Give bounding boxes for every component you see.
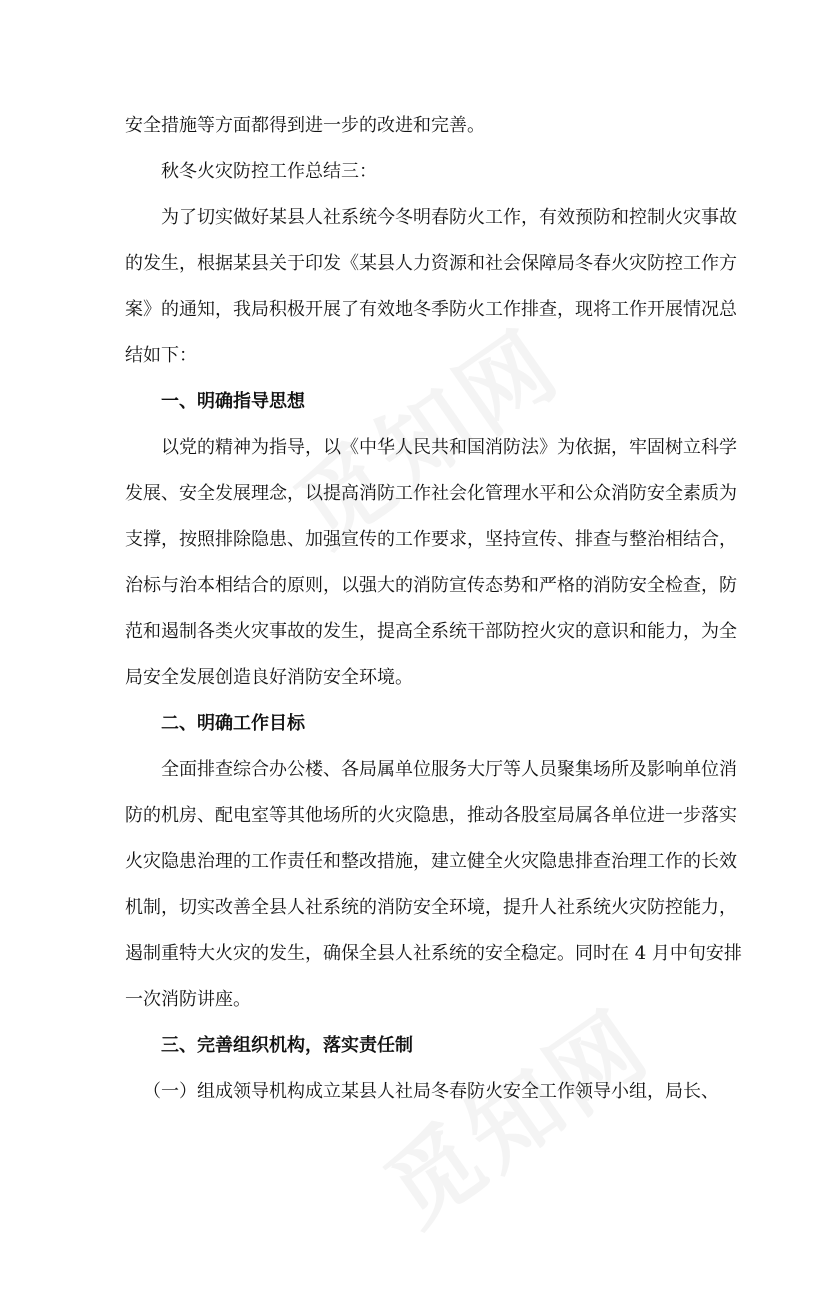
paragraph-line: 为了切实做好某县人社系统今冬明春防火工作，有效预防和控制火灾事故 bbox=[161, 207, 737, 228]
paragraph-line: 火灾隐患治理的工作责任和整改措施，建立健全火灾隐患排查治理工作的长效 bbox=[125, 851, 737, 872]
paragraph-line: 治标与治本相结合的原则，以强大的消防宣传态势和严格的消防安全检查，防 bbox=[125, 575, 737, 596]
paragraph-line: 机制，切实改善全县人社系统的消防安全环境，提升人社系统火灾防控能力， bbox=[125, 897, 737, 918]
heading: 一、明确指导思想 bbox=[161, 391, 305, 412]
paragraph-line: 支撑，按照排除隐患、加强宣传的工作要求，坚持宣传、排查与整治相结合， bbox=[125, 529, 737, 550]
paragraph-line: 全面排查综合办公楼、各局属单位服务大厅等人员聚集场所及影响单位消 bbox=[161, 759, 737, 780]
paragraph-line: 以党的精神为指导，以《中华人民共和国消防法》为依据，牢固树立科学 bbox=[161, 437, 737, 458]
section-title: 秋冬火灾防控工作总结三： bbox=[161, 161, 377, 182]
paragraph-line: （一）组成领导机构成立某县人社局冬春防火安全工作领导小组，局长、 bbox=[143, 1081, 719, 1102]
paragraph-line: 结如下： bbox=[125, 345, 197, 366]
heading: 二、明确工作目标 bbox=[161, 713, 305, 734]
document-body bbox=[125, 108, 742, 1110]
paragraph-line: 局安全发展创造良好消防安全环境。 bbox=[125, 667, 413, 688]
heading: 三、完善组织机构，落实责任制 bbox=[161, 1035, 413, 1056]
paragraph-line: 的发生，根据某县关于印发《某县人力资源和社会保障局冬春火灾防控工作方 bbox=[125, 253, 737, 274]
paragraph-line: 安全措施等方面都得到进一步的改进和完善。 bbox=[125, 115, 485, 136]
paragraph-line: 范和遏制各类火灾事故的发生，提高全系统干部防控火灾的意识和能力，为全 bbox=[125, 621, 737, 642]
paragraph-line: 案》的通知，我局积极开展了有效地冬季防火工作排查，现将工作开展情况总 bbox=[125, 299, 737, 320]
paragraph-line: 遏制重特大火灾的发生，确保全县人社系统的安全稳定。同时在 4 月中旬安排 bbox=[125, 943, 742, 964]
paragraph-line: 发展、安全发展理念，以提高消防工作社会化管理水平和公众消防安全素质为 bbox=[125, 483, 737, 504]
paragraph-line: 防的机房、配电室等其他场所的火灾隐患，推动各股室局属各单位进一步落实 bbox=[125, 805, 737, 826]
paragraph-line: 一次消防讲座。 bbox=[125, 989, 251, 1010]
